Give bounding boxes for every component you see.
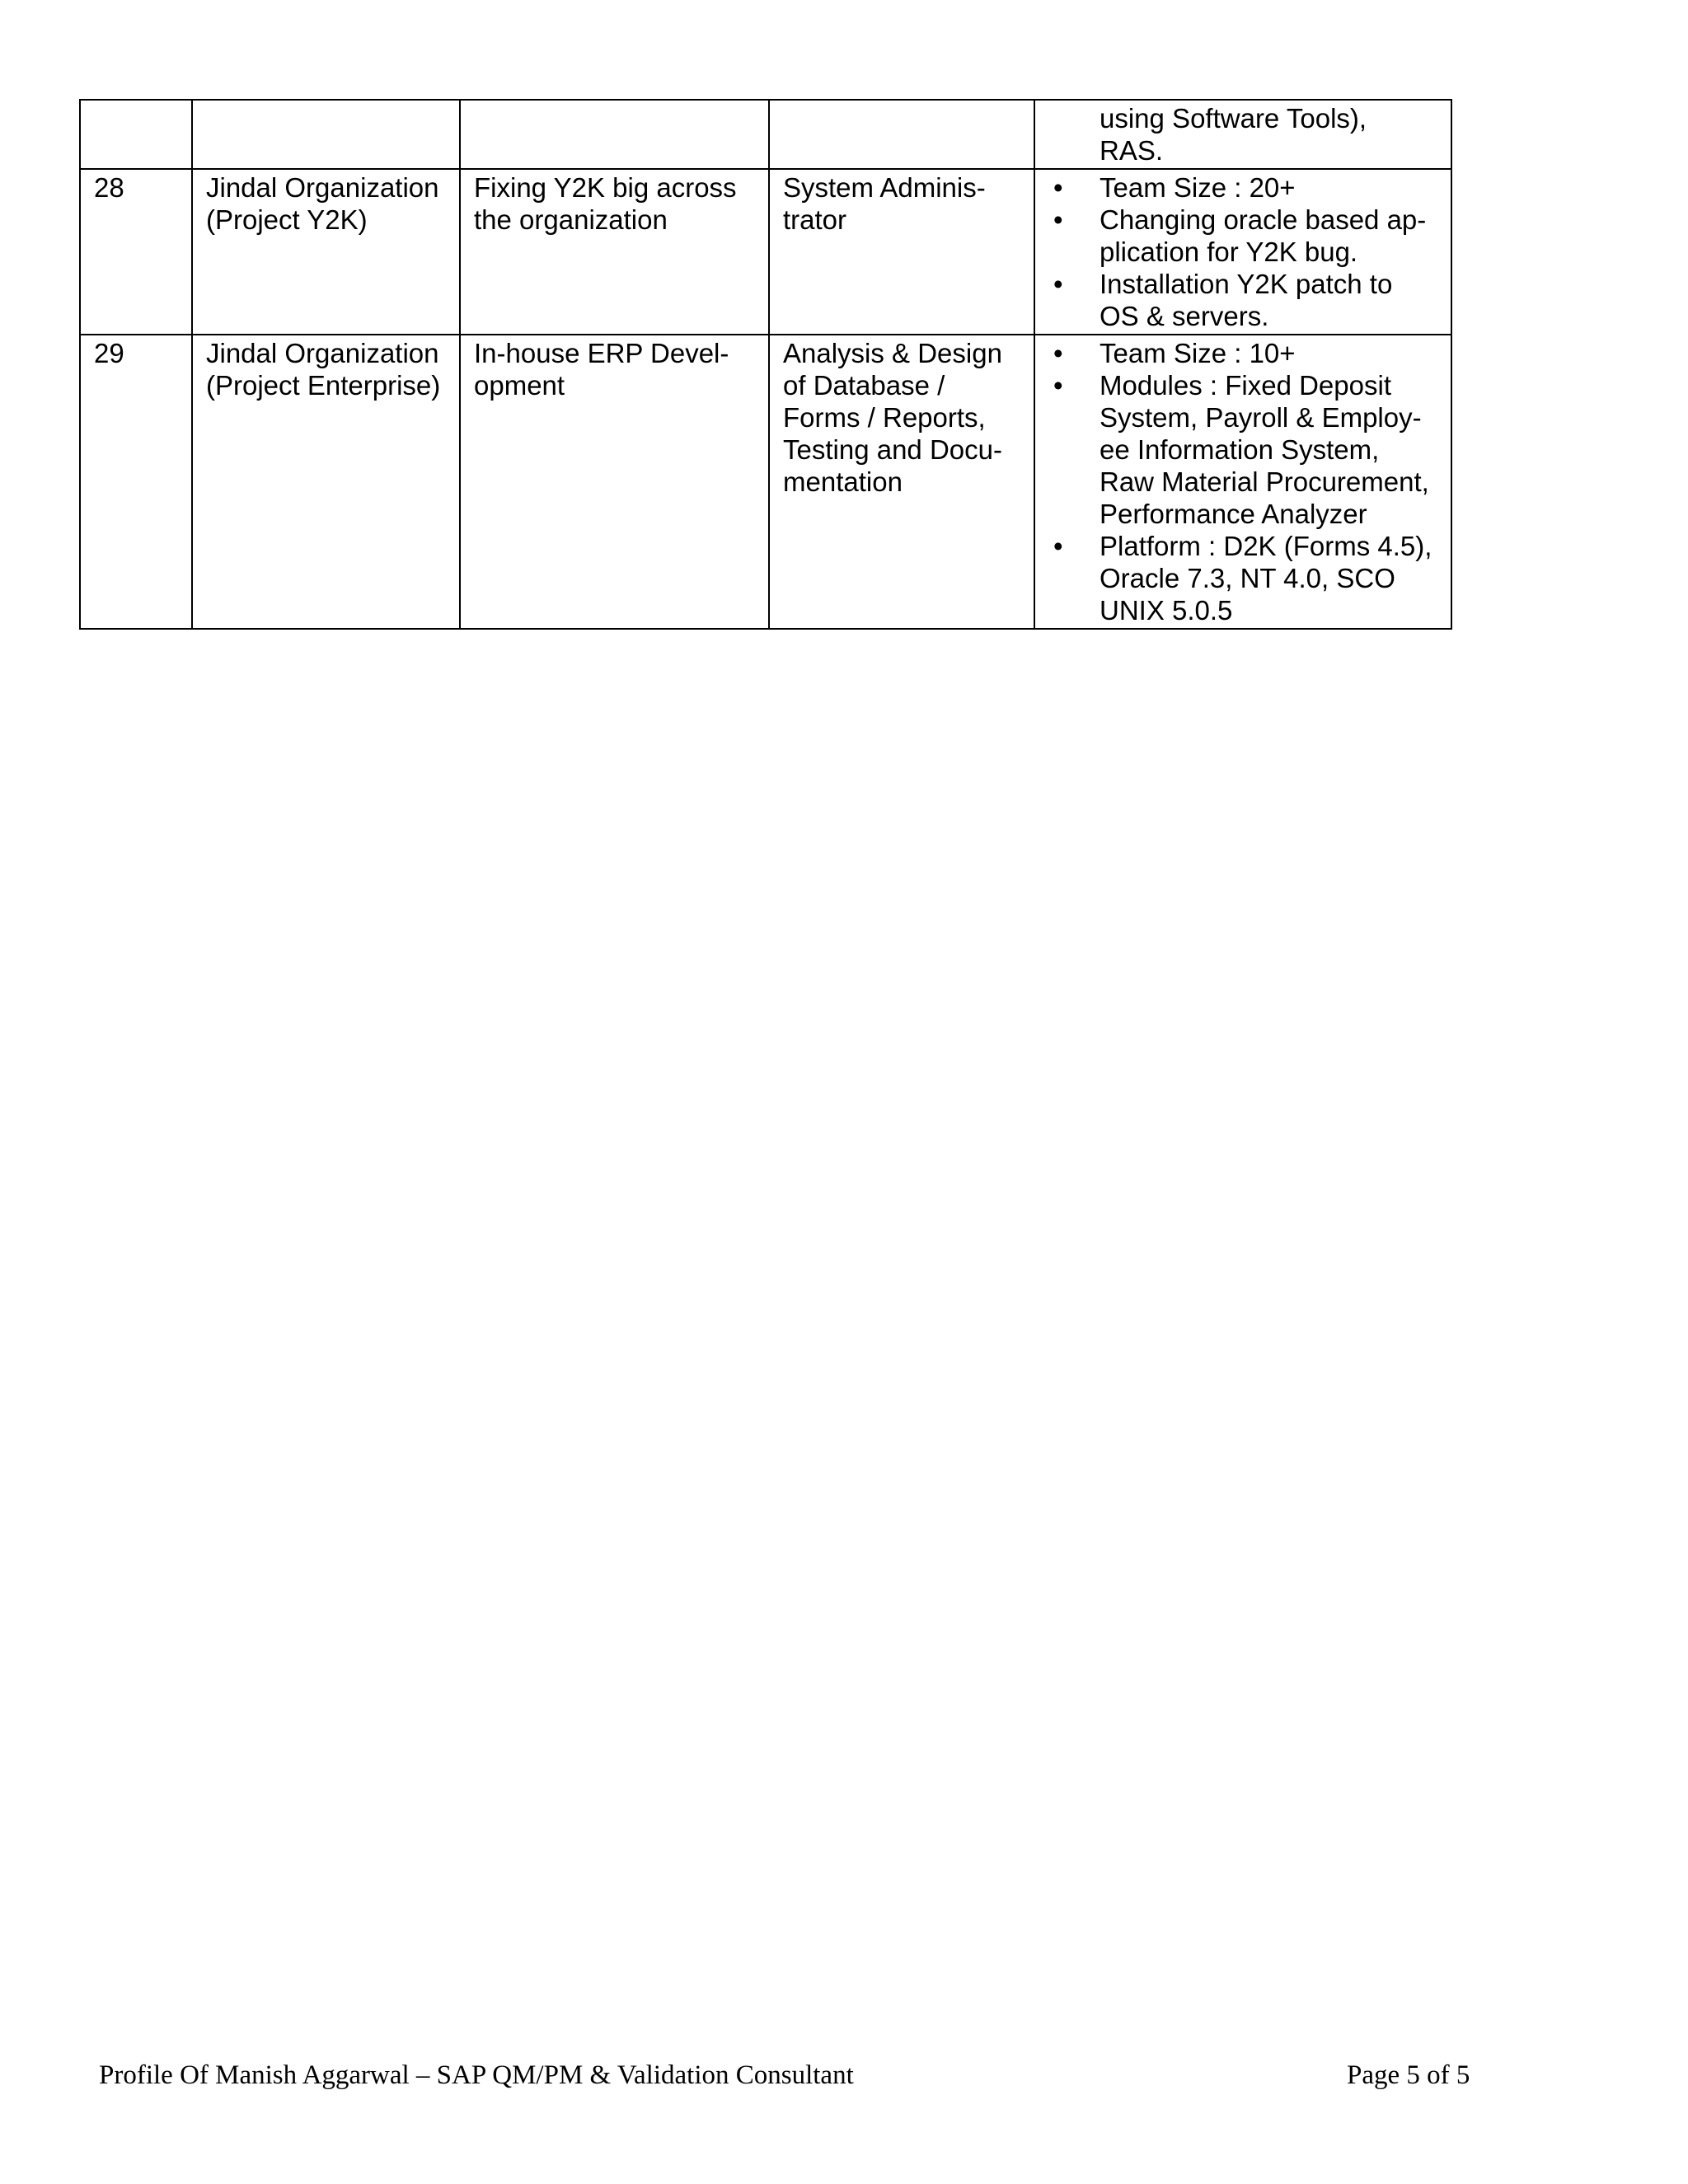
cell-no: 28 [80, 169, 192, 335]
list-item-text: Platform : D2K (Forms 4.5), Oracle 7.3, NT 4.0, SCO UNIX 5.0.5 [1100, 531, 1432, 626]
cell-details [1034, 335, 1451, 629]
cell-project [460, 100, 769, 169]
cell-client: Jindal Organization (Project Enterprise) [192, 335, 460, 629]
details-list [1048, 337, 1437, 626]
cell-role: Analysis & Design of Database / Forms / Reports, Testing and Docu-mentation [769, 335, 1034, 629]
table-row-continued [80, 100, 1451, 169]
list-item-text: Team Size : 10+ [1100, 338, 1296, 368]
table-row [80, 335, 1451, 629]
table-row [80, 169, 1451, 335]
list-item-text: Installation Y2K patch to OS & servers. [1100, 269, 1393, 331]
cell-role [769, 100, 1034, 169]
list-item-text: Team Size : 20+ [1100, 172, 1296, 203]
cell-role: System Adminis-trator [769, 169, 1034, 335]
cell-no: 29 [80, 335, 192, 629]
list-item [1048, 204, 1437, 268]
bullet-icon: • [1053, 204, 1063, 235]
page-number: Page 5 of 5 [1347, 2060, 1470, 2090]
cell-client [192, 100, 460, 169]
list-item [1048, 171, 1437, 204]
list-item [1048, 337, 1437, 369]
cell-details [1034, 169, 1451, 335]
cell-details [1034, 100, 1451, 169]
bullet-icon: • [1053, 172, 1063, 203]
list-item-text: Changing oracle based ap-plication for Y2K bug. [1100, 204, 1427, 267]
cell-project: In-house ERP Devel-opment [460, 335, 769, 629]
list-item-text: Modules : Fixed Deposit System, Payroll & Employ-ee Information System, Raw Material Procurement, Performance Analyzer [1100, 370, 1429, 529]
list-item [1048, 530, 1437, 626]
details-continued-line: RAS. [1100, 135, 1164, 166]
bullet-icon: • [1053, 338, 1063, 368]
cell-client: Jindal Organization (Project Y2K) [192, 169, 460, 335]
list-item [1048, 369, 1437, 530]
projects-table [79, 99, 1452, 630]
cell-project: Fixing Y2K big across the organization [460, 169, 769, 335]
bullet-icon: • [1053, 531, 1063, 561]
details-continued-line: using Software Tools), [1100, 103, 1367, 134]
cell-no [80, 100, 192, 169]
details-list [1048, 171, 1437, 332]
bullet-icon: • [1053, 370, 1063, 401]
footer-title: Profile Of Manish Aggarwal – SAP QM/PM & Validation Consultant [99, 2060, 854, 2090]
bullet-icon: • [1053, 269, 1063, 299]
list-item [1048, 268, 1437, 332]
